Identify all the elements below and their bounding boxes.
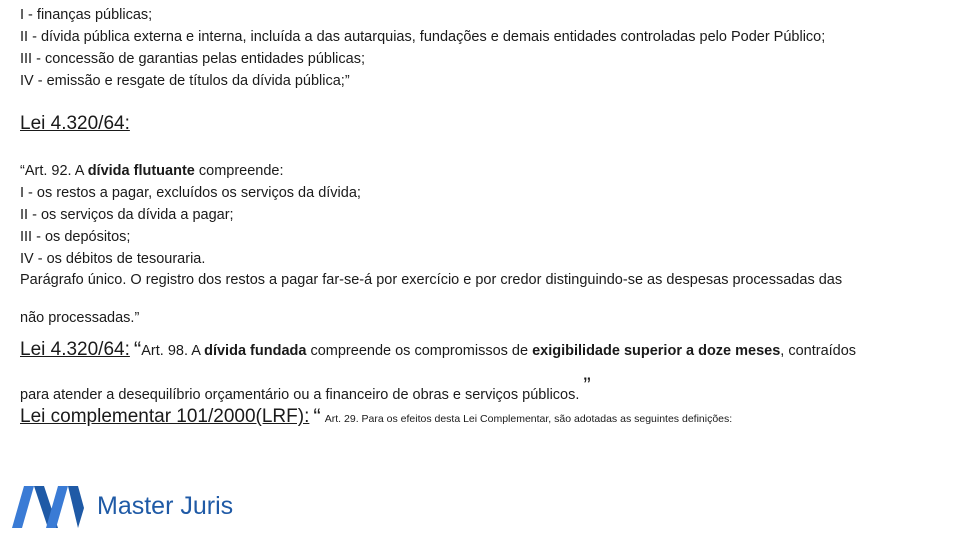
section-heading: Lei 4.320/64: xyxy=(20,113,130,134)
text-line: Parágrafo único. O registro dos restos a pagar far-se-á por exercício e por credor distinguindo-se as despesas processadas das xyxy=(20,272,843,288)
article-98-line xyxy=(20,337,857,362)
text-line: não processadas.” xyxy=(20,310,140,326)
text-line: IV - os débitos de tesouraria. xyxy=(20,251,206,267)
text-span: , contraídos xyxy=(780,343,857,359)
quote-mark: “ xyxy=(133,337,142,362)
text-span: Art. 29. Para os efeitos desta Lei Complementar, são adotadas as seguintes definições: xyxy=(324,413,733,425)
text-line: I - os restos a pagar, excluídos os serviços da dívida; xyxy=(20,185,361,201)
lrf-line xyxy=(20,404,733,429)
text-line: IV - emissão e resgate de títulos da dívida pública;” xyxy=(20,73,350,89)
bold-term: exigibilidade superior a doze meses xyxy=(532,343,781,359)
text-span: para atender a desequilíbrio orçamentário ou a financeiro de obras e serviços públicos. xyxy=(20,387,580,403)
law-reference: Lei complementar 101/2000(LRF): xyxy=(20,406,310,427)
text-span: compreende: xyxy=(194,163,284,179)
text-line: I - finanças públicas; xyxy=(20,7,153,23)
bold-term: dívida fundada xyxy=(204,343,307,359)
logo-text: Master Juris xyxy=(97,492,234,520)
text-line xyxy=(20,373,591,404)
quote-mark: “ xyxy=(313,404,321,429)
text-span: compreende os compromissos de xyxy=(306,343,533,359)
text-line: II - os serviços da dívida a pagar; xyxy=(20,207,234,223)
text-line: III - concessão de garantias pelas entidades públicas; xyxy=(20,51,365,67)
text-span: Art. 98. A xyxy=(141,343,205,359)
quote-mark: ” xyxy=(583,373,591,398)
bold-term: dívida flutuante xyxy=(87,163,195,179)
text-line: III - os depósitos; xyxy=(20,229,131,245)
text-span: “Art. 92. A xyxy=(20,163,88,179)
law-reference: Lei 4.320/64: xyxy=(20,339,130,360)
article-92-title xyxy=(20,162,284,180)
text-line: II - dívida pública externa e interna, incluída a das autarquias, fundações e demais entidades controladas pelo Poder Público; xyxy=(20,29,826,45)
